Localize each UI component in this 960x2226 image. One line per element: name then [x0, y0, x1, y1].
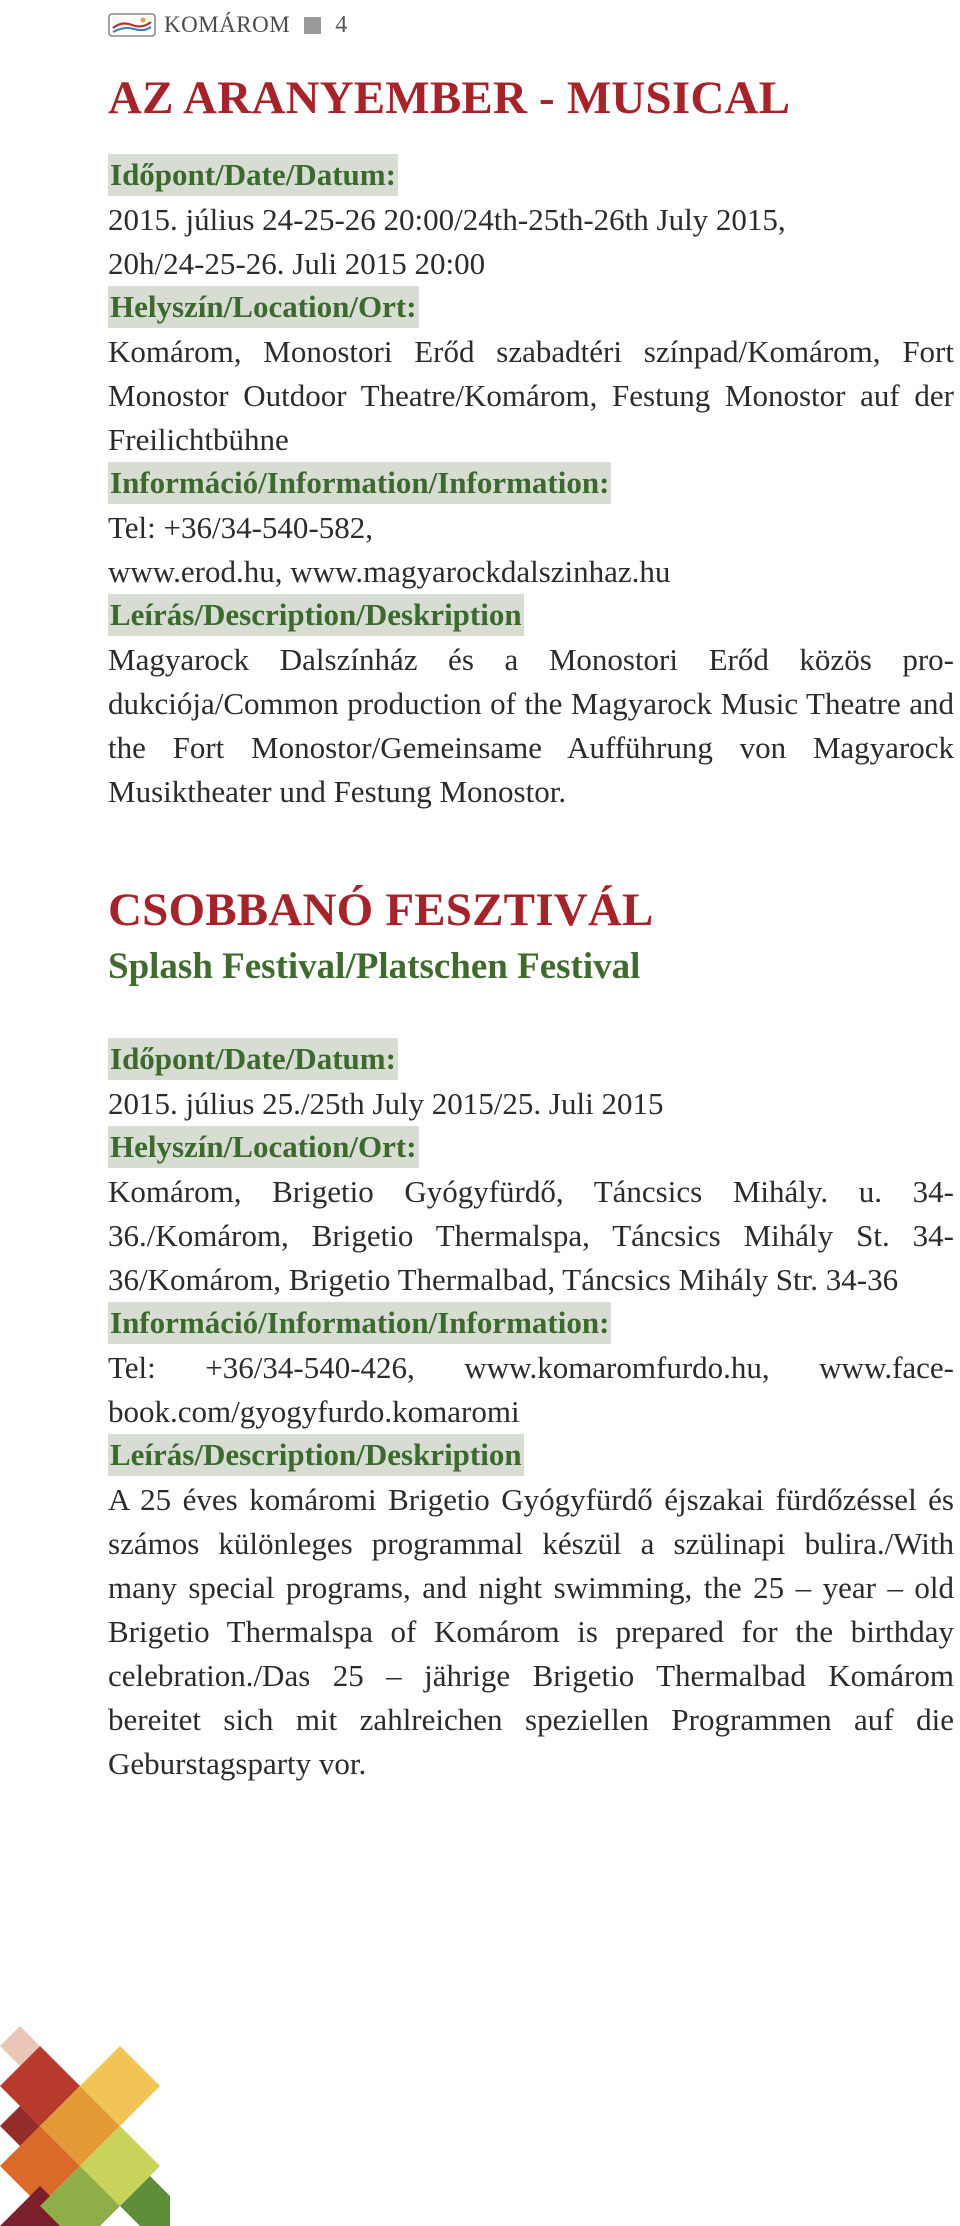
info-label: Információ/Information/Information: [108, 462, 611, 504]
event-subtitle: Splash Festival/Platschen Festival [108, 946, 641, 987]
komarom-logo-icon [108, 11, 156, 39]
location-label: Helyszín/Location/Ort: [108, 1126, 419, 1168]
event-csobbano [108, 878, 954, 1786]
description-label: Leírás/Description/Deskription [108, 594, 524, 636]
description-text: Magyarock Dalszínház és a Monostori Erőd közös produkciója/Common production of the Magyarock Music Theatre and the Fort Monostor/Gemeinsame Aufführung von Magyarock Musiktheater und Festung Monostor. [108, 642, 954, 809]
brand-name: KOMÁROM [164, 12, 291, 37]
event-title: AZ ARANYEMBER - MUSICAL [108, 72, 791, 124]
date-line-1: 2015. július 25./25th July 2015/25. Juli 2015 [108, 1086, 664, 1121]
event-title: CSOBBANÓ FESZTIVÁL [108, 884, 654, 936]
event-aranyember [108, 66, 954, 814]
description-label: Leírás/Description/Deskription [108, 1434, 524, 1476]
description-text: A 25 éves komáromi Brigetio Gyógyfürdő éjszakai fürdőzéssel és számos különleges programmal készül a szülinapi bulira./With many special programs, and night swimming, the 25 – year – old Brigetio Thermalspa of Komárom is prepared for the birthday celebration./Das 25 – jährige Brigetio Thermalbad Komárom bereitet sich mit zahlreichen speziellen Programmen auf die Geburstagsparty vor. [108, 1482, 954, 1781]
page-header [108, 7, 347, 43]
location-text: Komárom, Brigetio Gyógyfürdő, Táncsics Mihály. u. 34-36./Komárom, Brigetio Thermalspa, Táncsics Mihály St. 34-36/Komárom, Brigetio Thermalbad, Táncsics Mihály Str. 34-36 [108, 1174, 954, 1297]
date-label: Időpont/Date/Datum: [108, 1038, 398, 1080]
page-content [108, 66, 954, 1786]
date-label: Időpont/Date/Datum: [108, 154, 398, 196]
location-text: Komárom, Monostori Erőd szabadtéri színpad/Komárom, Fort Monostor Outdoor Theatre/Komárom, Festung Monostor auf der Freilichtbühne [108, 334, 954, 457]
corner-mosaic-icon [0, 2006, 170, 2226]
page-marker-square [304, 17, 321, 34]
location-label: Helyszín/Location/Ort: [108, 286, 419, 328]
date-line-2: 20h/24-25-26. Juli 2015 20:00 [108, 246, 486, 281]
info-text[interactable]: Tel: +36/34-540-426, www.komaromfurdo.hu, www.facebook.com/gyogyfurdo.komaromi [108, 1350, 954, 1429]
info-phone: Tel: +36/34-540-582, [108, 510, 373, 545]
info-websites[interactable]: www.erod.hu, www.magyarockdalszinhaz.hu [108, 554, 671, 589]
page-number: 4 [335, 11, 348, 38]
info-label: Információ/Information/Information: [108, 1302, 611, 1344]
date-line-1: 2015. július 24-25-26 20:00/24th-25th-26th July 2015, [108, 202, 786, 237]
